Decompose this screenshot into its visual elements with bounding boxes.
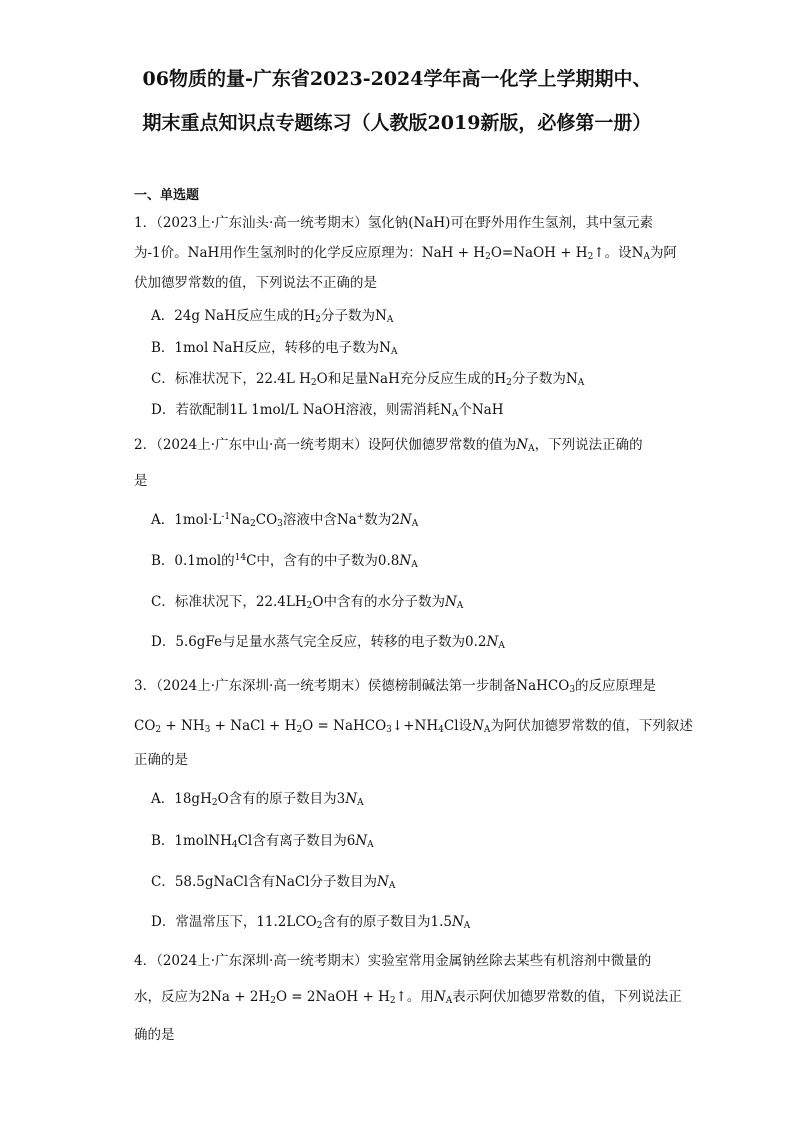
q4-line-3: 确的是 (134, 1027, 175, 1043)
q2-option-a: A．$1mol\cdot L^{-1}Na_2CO_3$溶液中含Na+数为$2N_A$ (151, 512, 419, 529)
q4-line-2: 水，反应为$2Na + 2H_2O$ = 2NaOH + $H_2↑$。用$N_A$表示阿伏加德罗常数的值，下列说法正 (134, 989, 682, 1006)
doc-title-line-1: 06物质的量-广东省2023-2024学年高一化学上学期期中、 (142, 68, 652, 90)
section-heading: 一、单选题 (134, 188, 200, 203)
q1-option-d: D．若欲配制1L 1mol/L NaOH溶液，则需消耗$N_A$个NaH (151, 402, 504, 419)
q3-line-3: 正确的是 (134, 752, 188, 768)
q1-option-c: C．标准状况下，22.4L $H_2O$和足量NaH充分反应生成的$H_2$分子数为$N_A$ (151, 371, 585, 388)
q1-line-2: 为-1价。NaH用作生氢剂时的化学反应原理为：NaH + $H_2O=NaOH$ + $H_2↑$。设$N_A$为阿 (134, 245, 677, 262)
q1-option-b: B．1mol NaH反应，转移的电子数为$N_A$ (151, 340, 398, 357)
q1-line-3: 伏加德罗常数的值，下列说法不正确的是 (134, 275, 377, 291)
q3-option-a: A．$18gH_2O$含有的原子数目为$3N_A$ (151, 791, 364, 808)
q2-option-c: C．标准状况下，$22.4LH_2O$中含有的水分子数为$N_A$ (151, 594, 464, 611)
q1-line-1: 1．（2023上·广东汕头·高一统考期末）氢化钠(NaH)可在野外用作生氢剂，其中氢元素 (134, 215, 653, 231)
q4-line-1: 4．（2024上·广东深圳·高一统考期末）实验室常用金属钠丝除去某些有机溶剂中微量的 (134, 953, 652, 969)
doc-title-line-2: 期末重点知识点专题练习（人教版2019新版，必修第一册） (142, 112, 652, 134)
q1-option-a: A．24g NaH反应生成的$H_2$分子数为$N_A$ (151, 308, 394, 325)
q2-line-1: 2．（2024上·广东中山·高一统考期末）设阿伏伽德罗常数的值为$N_A$，下列说法正确的 (134, 437, 643, 454)
q3-option-c: C．58.5gNaCl含有NaCl分子数目为$N_A$ (151, 874, 396, 891)
q3-line-1: 3．（2024上·广东深圳·高一统考期末）侯德榜制碱法第一步制备NaHCO$_3$的反应原理是 (134, 678, 657, 695)
q2-line-2: 是 (134, 473, 148, 489)
q3-option-d: D．常温常压下，$11.2LCO_2$含有的原子数目为$1.5N_A$ (151, 914, 471, 931)
q3-option-b: B．1molNH$_4$Cl含有离子数目为$6N_A$ (151, 833, 374, 850)
q2-option-d: D．5.6gFe与足量水蒸气完全反应，转移的电子数为$0.2N_A$ (151, 634, 505, 651)
q2-option-b: B．0.1mol的$^{14}$C中，含有的中子数为$0.8N_A$ (151, 553, 418, 570)
q3-line-2: $CO_2 + NH_3$ + NaCl + $H_2O$ = $NaHCO_3↓+NH_4Cl$设$N_A$为阿伏加德罗常数的值，下列叙述 (134, 718, 693, 735)
